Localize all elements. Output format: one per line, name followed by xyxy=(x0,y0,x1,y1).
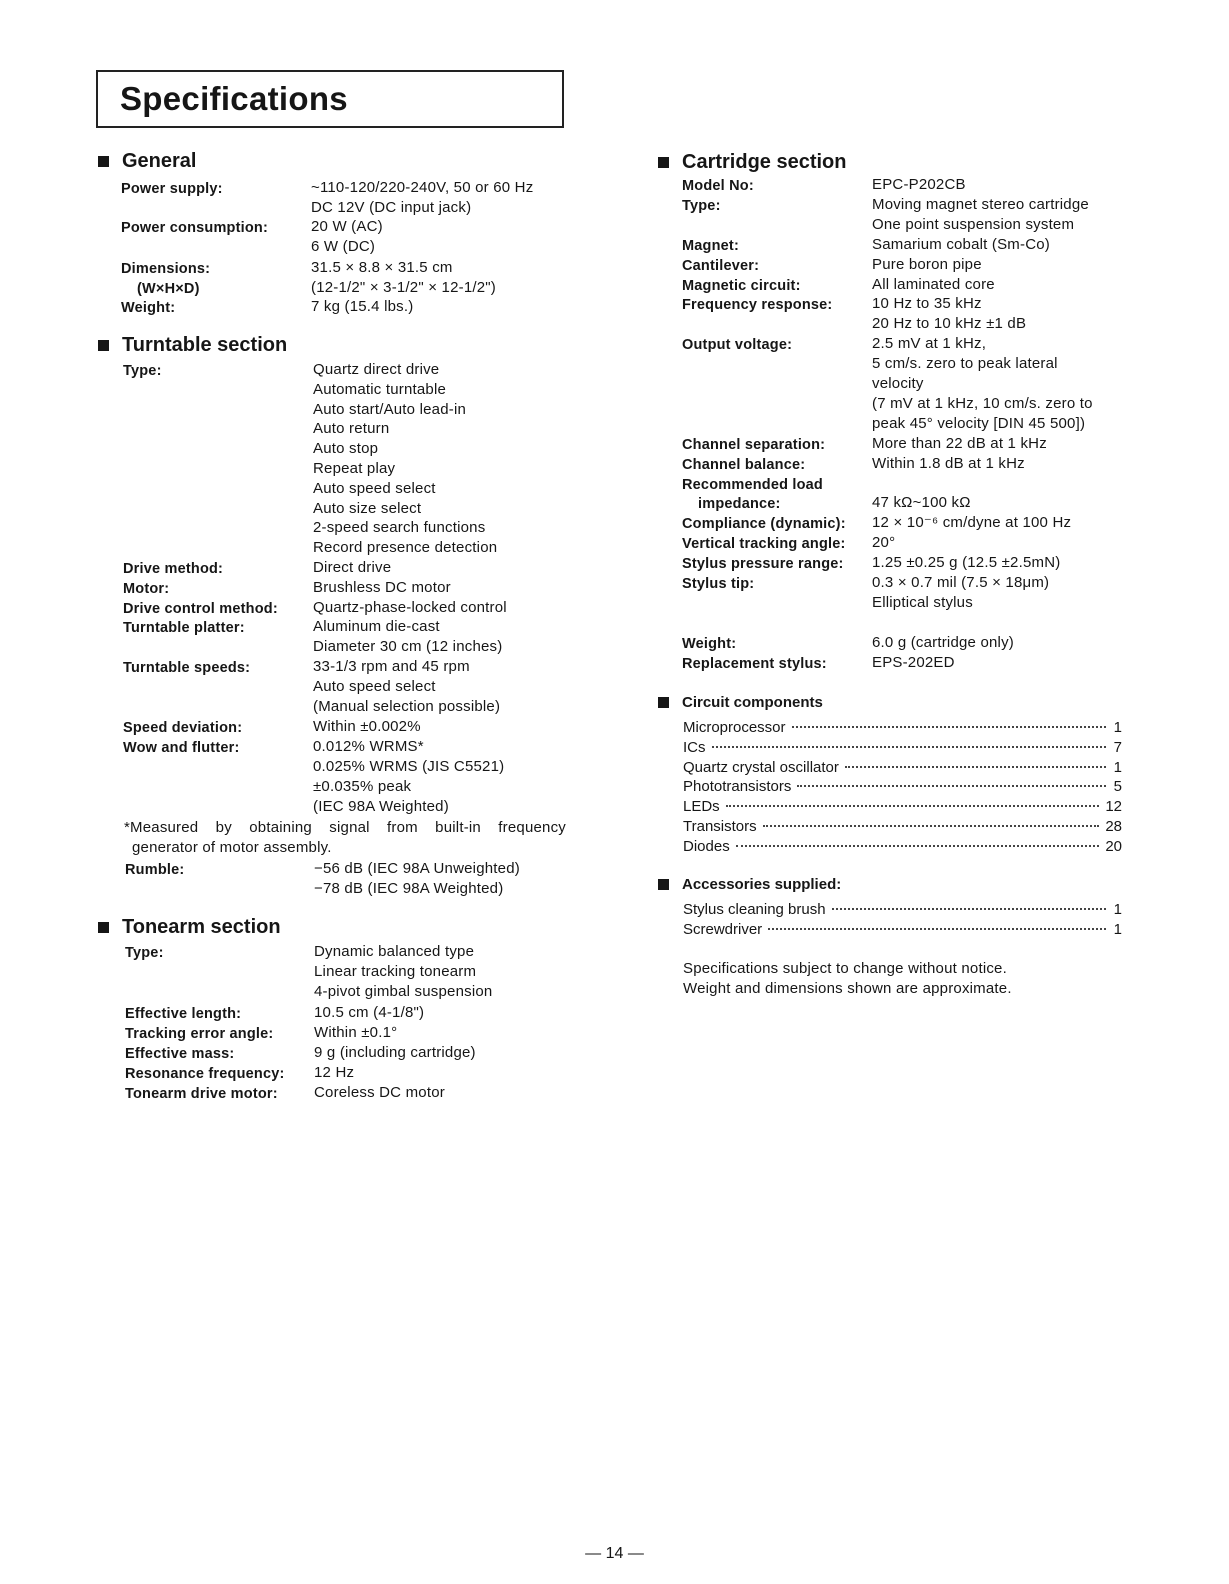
spec-value: (7 mV at 1 kHz, 10 cm/s. zero to xyxy=(872,394,1093,412)
general-heading-text: General xyxy=(122,150,197,172)
bullet-square-icon xyxy=(98,156,109,167)
spec-value: Auto size select xyxy=(313,499,422,517)
spec-label: Effective mass: xyxy=(125,1046,235,1062)
dot-leader xyxy=(763,825,1100,827)
spec-label: Weight: xyxy=(121,300,176,317)
spec-label: Magnetic circuit: xyxy=(682,277,801,294)
dot-leader xyxy=(832,908,1106,910)
dot-leader xyxy=(736,845,1100,847)
spec-value: 2.5 mV at 1 kHz, xyxy=(872,335,987,353)
spec-value: Quartz direct drive xyxy=(313,361,440,378)
spec-value: velocity xyxy=(872,375,924,392)
component-row xyxy=(683,900,1122,920)
spec-label-continued: (W×H×D) xyxy=(137,280,200,297)
spec-value: Repeat play xyxy=(313,460,396,477)
component-row xyxy=(683,920,1122,940)
component-row xyxy=(683,777,1122,797)
page-title: Specifications xyxy=(120,80,348,117)
component-count: 5 xyxy=(1113,778,1122,796)
rumble-value-2: −78 dB (IEC 98A Weighted) xyxy=(314,880,504,897)
spec-value: Auto start/Auto lead-in xyxy=(313,400,467,418)
spec-value: Aluminum die-cast xyxy=(313,618,440,636)
spec-value: Within ±0.002% xyxy=(313,718,421,736)
tonearm-heading xyxy=(98,916,281,939)
spec-value: Auto stop xyxy=(313,440,379,458)
component-count: 28 xyxy=(1105,818,1122,835)
spec-value: Automatic turntable xyxy=(313,380,447,398)
spec-label: Resonance frequency: xyxy=(125,1065,285,1082)
spec-label: Effective length: xyxy=(125,1006,242,1023)
spec-label: Magnet: xyxy=(682,237,739,254)
component-name: Stylus cleaning brush xyxy=(683,901,826,918)
spec-value: Pure boron pipe xyxy=(872,255,982,273)
cartridge-heading-text: Cartridge section xyxy=(682,151,847,173)
component-count: 1 xyxy=(1113,921,1122,938)
spec-value: 0.012% WRMS* xyxy=(313,738,424,756)
tonearm-heading-text: Tonearm section xyxy=(122,916,281,938)
spec-value: (IEC 98A Weighted) xyxy=(313,797,449,815)
spec-value: ±0.035% peak xyxy=(313,777,412,795)
turntable-heading-text: Turntable section xyxy=(122,334,288,356)
spec-label: Turntable platter: xyxy=(123,620,245,637)
spec-value: Auto speed select xyxy=(313,479,436,497)
spec-label: Dimensions: xyxy=(121,260,211,277)
spec-label: Weight: xyxy=(682,635,737,652)
component-name: ICs xyxy=(683,738,706,756)
component-row xyxy=(683,817,1122,837)
bullet-square-icon xyxy=(658,879,669,890)
spec-value: Quartz-phase-locked control xyxy=(313,598,507,616)
spec-value: 33-1/3 rpm and 45 rpm xyxy=(313,658,470,675)
spec-value: Samarium cobalt (Sm-Co) xyxy=(872,235,1050,253)
notice-line-1: Specifications subject to change without notice. xyxy=(683,960,1007,977)
title-box xyxy=(96,70,564,128)
spec-value: Linear tracking tonearm xyxy=(314,962,477,980)
spec-label: Cantilever: xyxy=(682,257,760,274)
spec-value: 10 Hz to 35 kHz xyxy=(872,295,982,313)
component-row xyxy=(683,718,1122,738)
spec-value: 9 g (including cartridge) xyxy=(314,1044,476,1061)
dot-leader xyxy=(768,928,1106,930)
spec-label: Type: xyxy=(682,197,721,214)
spec-value: Dynamic balanced type xyxy=(314,943,475,960)
spec-value: 2-speed search functions xyxy=(313,519,486,537)
spec-value: 10.5 cm (4-1/8") xyxy=(314,1004,425,1022)
component-name: LEDs xyxy=(683,798,720,816)
spec-value: 0.025% WRMS (JIS C5521) xyxy=(313,758,505,775)
spec-value: 1.25 ±0.25 g (12.5 ±2.5mN) xyxy=(872,554,1061,572)
spec-value: 5 cm/s. zero to peak lateral xyxy=(872,355,1058,373)
spec-label: Drive control method: xyxy=(123,600,278,617)
circuit-heading xyxy=(658,694,823,711)
spec-value: EPS-202ED xyxy=(872,653,955,671)
spec-value: Direct drive xyxy=(313,559,392,576)
component-name: Quartz crystal oscillator xyxy=(683,758,839,776)
spec-label: Stylus pressure range: xyxy=(682,556,844,573)
component-row xyxy=(683,797,1122,817)
spec-value: 20 W (AC) xyxy=(311,218,383,236)
footnote-line1: *Measured by obtaining signal from built-in frequency xyxy=(124,819,566,836)
circuit-heading-text: Circuit components xyxy=(682,694,823,711)
spec-value: 31.5 × 8.8 × 31.5 cm xyxy=(311,258,453,276)
component-name: Transistors xyxy=(683,818,757,835)
footnote-line2: generator of motor assembly. xyxy=(132,839,332,856)
spec-label: Channel separation: xyxy=(682,436,826,453)
component-row xyxy=(683,738,1122,758)
bullet-square-icon xyxy=(98,922,109,933)
spec-value: (Manual selection possible) xyxy=(313,697,501,715)
spec-label: Compliance (dynamic): xyxy=(682,516,846,533)
spec-label: Drive method: xyxy=(123,561,224,577)
spec-value: Diameter 30 cm (12 inches) xyxy=(313,638,503,656)
spec-value: Within ±0.1° xyxy=(314,1024,398,1042)
notice-line-2: Weight and dimensions shown are approximate. xyxy=(683,980,1012,997)
component-count: 1 xyxy=(1113,758,1122,776)
spec-value: 7 kg (15.4 lbs.) xyxy=(311,298,414,316)
spec-value: 12 Hz xyxy=(314,1063,355,1081)
spec-value: 4-pivot gimbal suspension xyxy=(314,982,493,1000)
cartridge-heading xyxy=(658,151,846,174)
spec-label-continued: impedance: xyxy=(698,496,781,513)
spec-label: Type: xyxy=(123,363,162,379)
bullet-square-icon xyxy=(658,157,669,168)
spec-value: Moving magnet stereo cartridge xyxy=(872,195,1089,213)
spec-label: Vertical tracking angle: xyxy=(682,536,846,553)
dot-leader xyxy=(797,785,1106,787)
component-name: Microprocessor xyxy=(683,719,786,736)
spec-value: 47 kΩ~100 kΩ xyxy=(872,494,971,512)
rumble-value-1: −56 dB (IEC 98A Unweighted) xyxy=(314,860,520,877)
component-count: 1 xyxy=(1113,901,1122,918)
spec-value: Within 1.8 dB at 1 kHz xyxy=(872,454,1025,472)
spec-label: Stylus tip: xyxy=(682,576,755,592)
component-count: 20 xyxy=(1105,837,1122,855)
component-name: Diodes xyxy=(683,837,730,855)
component-name: Phototransistors xyxy=(683,778,792,796)
spec-value: peak 45° velocity [DIN 45 500]) xyxy=(872,414,1086,432)
spec-value: One point suspension system xyxy=(872,215,1075,233)
component-count: 12 xyxy=(1105,798,1122,816)
dot-leader xyxy=(792,726,1106,728)
spec-value: Elliptical stylus xyxy=(872,593,973,611)
dot-leader xyxy=(726,805,1100,807)
spec-value: All laminated core xyxy=(872,275,995,293)
component-row xyxy=(683,758,1122,778)
dot-leader xyxy=(845,766,1106,768)
spec-value: (12-1/2" × 3-1/2" × 12-1/2") xyxy=(311,278,497,296)
spec-value: EPC-P202CB xyxy=(872,176,966,193)
component-count: 1 xyxy=(1113,719,1122,736)
component-row xyxy=(683,837,1122,857)
spec-value: Coreless DC motor xyxy=(314,1083,445,1101)
dot-leader xyxy=(712,746,1107,748)
spec-value: Auto return xyxy=(313,420,390,438)
spec-label: Motor: xyxy=(123,580,170,597)
spec-label: Channel balance: xyxy=(682,456,806,473)
spec-value: 0.3 × 0.7 mil (7.5 × 18μm) xyxy=(872,574,1050,591)
spec-label: Speed deviation: xyxy=(123,720,243,737)
spec-label: Recommended load xyxy=(682,476,823,493)
spec-label: Type: xyxy=(125,945,164,961)
rumble-label: Rumble: xyxy=(125,862,185,878)
accessories-heading xyxy=(658,876,841,893)
spec-label: Model No: xyxy=(682,178,754,194)
page-number: — 14 — xyxy=(585,1545,644,1562)
component-name: Screwdriver xyxy=(683,921,763,938)
accessories-heading-text: Accessories supplied: xyxy=(682,876,842,893)
spec-label: Output voltage: xyxy=(682,337,793,354)
spec-label: Frequency response: xyxy=(682,297,833,314)
spec-label: Turntable speeds: xyxy=(123,660,251,676)
spec-value: ~110-120/220-240V, 50 or 60 Hz xyxy=(311,179,534,196)
spec-label: Replacement stylus: xyxy=(682,655,827,672)
spec-value: 12 × 10⁻⁶ cm/dyne at 100 Hz xyxy=(872,514,1072,532)
spec-value: More than 22 dB at 1 kHz xyxy=(872,434,1047,452)
spec-value: Auto speed select xyxy=(313,677,436,695)
spec-value: 20° xyxy=(872,534,896,552)
spec-label: Power supply: xyxy=(121,181,223,197)
component-count: 7 xyxy=(1113,738,1122,756)
spec-value: 6.0 g (cartridge only) xyxy=(872,633,1014,651)
spec-label: Tracking error angle: xyxy=(125,1026,274,1043)
general-heading xyxy=(98,150,196,173)
spec-value: Brushless DC motor xyxy=(313,578,451,596)
bullet-square-icon xyxy=(98,340,109,351)
spec-value: DC 12V (DC input jack) xyxy=(311,198,472,216)
spec-label: Tonearm drive motor: xyxy=(125,1085,278,1102)
spec-value: Record presence detection xyxy=(313,539,498,557)
spec-value: 20 Hz to 10 kHz ±1 dB xyxy=(872,315,1027,333)
spec-label: Power consumption: xyxy=(121,220,268,237)
spec-label: Wow and flutter: xyxy=(123,740,240,757)
turntable-heading xyxy=(98,334,287,357)
spec-value: 6 W (DC) xyxy=(311,238,376,256)
bullet-square-icon xyxy=(658,697,669,708)
